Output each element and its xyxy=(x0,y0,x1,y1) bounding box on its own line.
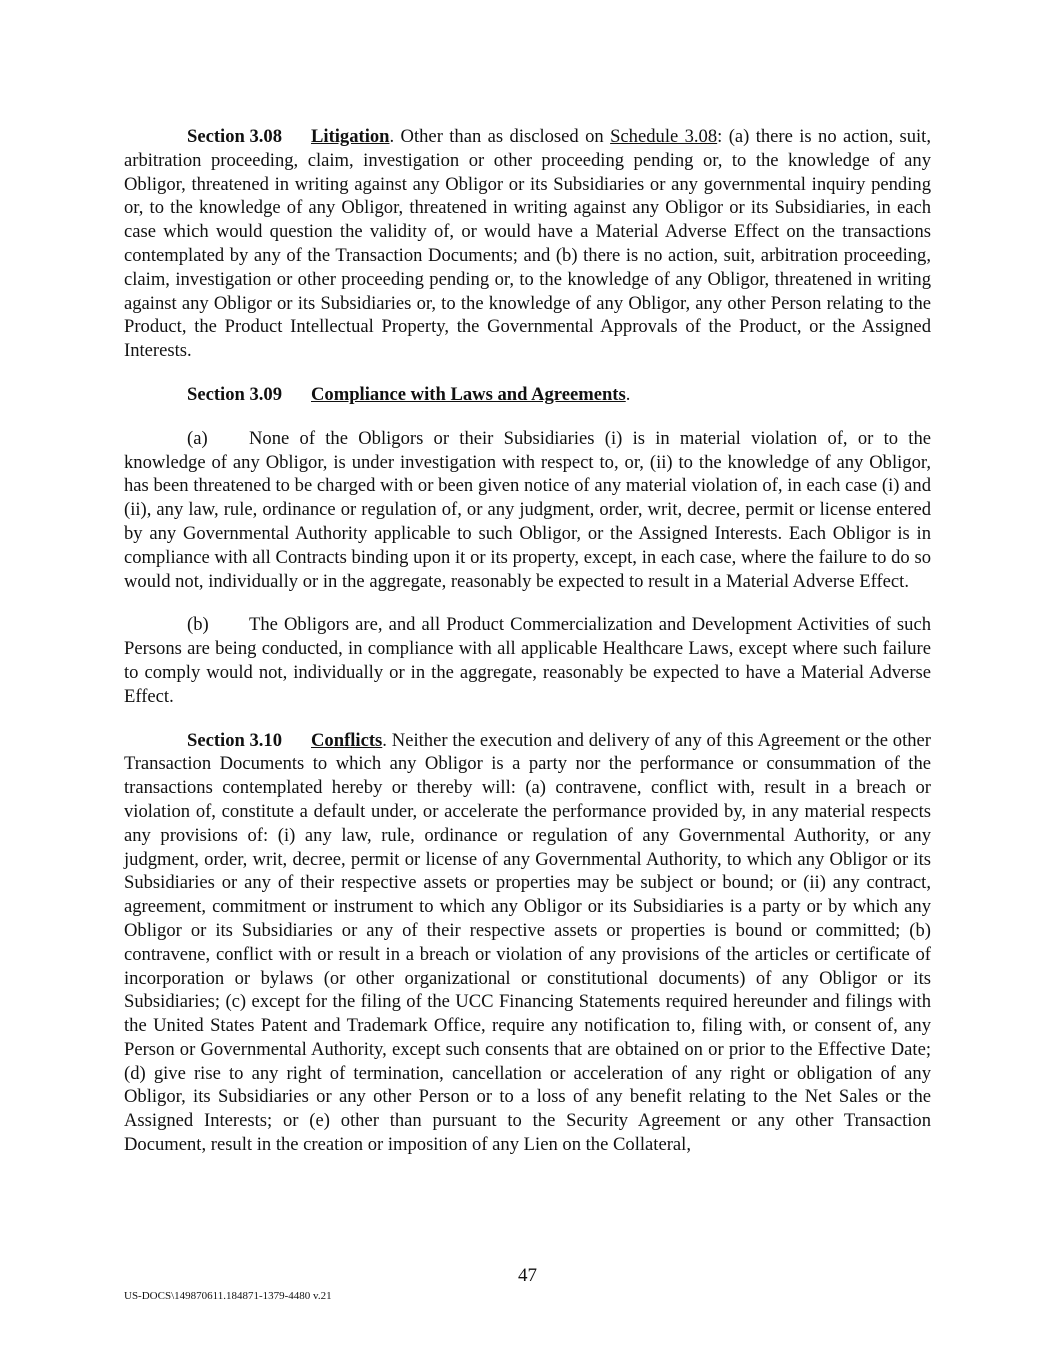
section-3-08-number: Section 3.08 xyxy=(187,126,283,147)
section-3-09-a-text: None of the Obligors or their Subsidiaries (i) is in material violation of, or to the knowledge of any Obligor, is under investigation with respect to, or, (ii) to the knowledge of any Obligor, has been threatened to be charged with or been given notice of any material violation of, in each case (i) and (ii), any law, rule, ordinance or regulation of, or any judgment, order, writ, decree, permit or license entered by any Governmental Authority applicable to such Obligor, or the Assigned Interests. Each Obligor is in compliance with all Contracts binding upon it or its property, except, in each case, where the failure to do so would not, individually or in the aggregate, reasonably be expected to result in a Material Adverse Effect. xyxy=(124,427,931,592)
section-3-10-paragraph xyxy=(124,729,931,1157)
section-3-08-intro: . Other than as disclosed on xyxy=(389,126,611,147)
section-3-08-body: : (a) there is no action, suit, arbitration proceeding, claim, investigation or other proceeding pending or, to the knowledge of any Obligor, threatened in writing against any Obligor or its Subsidiaries or any governmental inquiry pending or, to the knowledge of any Obligor, threatened in writing against any Obligor or its Subsidiaries, in each case which would question the validity of, or would have a Material Adverse Effect on the transactions contemplated by any of the Transaction Documents; and (b) there is no action, suit, arbitration proceeding, claim, investigation or other proceeding pending or, to the knowledge of any Obligor, threatened in writing against any Obligor or its Subsidiaries or, to the knowledge of any Obligor, any other Person relating to the Product, the Product Intellectual Property, the Governmental Approvals of the Product, or the Assigned Interests. xyxy=(124,126,931,362)
section-3-08-title: Litigation xyxy=(311,126,390,147)
section-3-09-a-label: (a) xyxy=(187,427,208,449)
section-3-09-a-paragraph xyxy=(124,427,931,594)
section-3-09-number: Section 3.09 xyxy=(187,383,283,405)
section-3-09-title-period: . xyxy=(625,383,631,405)
section-3-09-b-paragraph xyxy=(124,613,931,708)
document-id: US-DOCS\149870611.184871-1379-4480 v.21 xyxy=(124,1290,332,1302)
page-number: 47 xyxy=(518,1265,537,1286)
section-3-09-b-label: (b) xyxy=(187,614,209,636)
section-3-09-title: Compliance with Laws and Agreements xyxy=(311,383,626,405)
section-3-10-body: . Neither the execution and delivery of any of this Agreement or the other Transaction Documents to which any Obligor is a party nor the performance or consummation of the transactions contemplated hereby or thereby will: (a) contravene, conflict with, result in a breach or violation of, constitute a default under, or accelerate the performance provided by, in any material respects any provisions of: (i) any law, rule, ordinance or regulation of any Governmental Authority, or any judgment, order, writ, decree, permit or license of any Governmental Authority, to which any Obligor or its Subsidiaries or any of their respective assets or properties may be subject or bound; or (ii) any contract, agreement, commitment or instrument to which any Obligor or its Subsidiaries is a party or by which any Obligor or its Subsidiaries or any of their respective assets or properties is bound or committed; (b) contravene, conflict with or result in a breach or violation of any provisions of the articles or certificate of incorporation or bylaws (or other organizational or constitutional documents) of any Obligor or its Subsidiaries; (c) except for the filing of the UCC Financing Statements required hereunder and filings with the United States Patent and Trademark Office, require any notification to, filing with, or consent of, any Person or Governmental Authority, except such consents that are obtained on or prior to the Effective Date; (d) give rise to any right of termination, cancellation or acceleration of any right or obligation of any Obligor, its Subsidiaries or any other Person or to a loss of any benefit relating to the Net Sales or the Assigned Interests; or (e) other than pursuant to the Security Agreement or any other Transaction Document, result in the creation or imposition of any Lien on the Collateral, xyxy=(124,729,931,1156)
document-body xyxy=(124,125,931,1177)
schedule-3-08-reference: Schedule 3.08 xyxy=(610,126,718,147)
section-3-09-heading xyxy=(124,383,931,407)
section-3-10-title: Conflicts xyxy=(311,729,383,751)
section-3-10-number: Section 3.10 xyxy=(187,729,283,751)
section-3-09-b-text: The Obligors are, and all Product Commercialization and Development Activities of such Persons are being conducted, in compliance with all applicable Healthcare Laws, except where such failure to comply would not, individually or in the aggregate, reasonably be expected to have a Material Adverse Effect. xyxy=(124,614,931,707)
section-3-08-paragraph xyxy=(124,125,931,363)
